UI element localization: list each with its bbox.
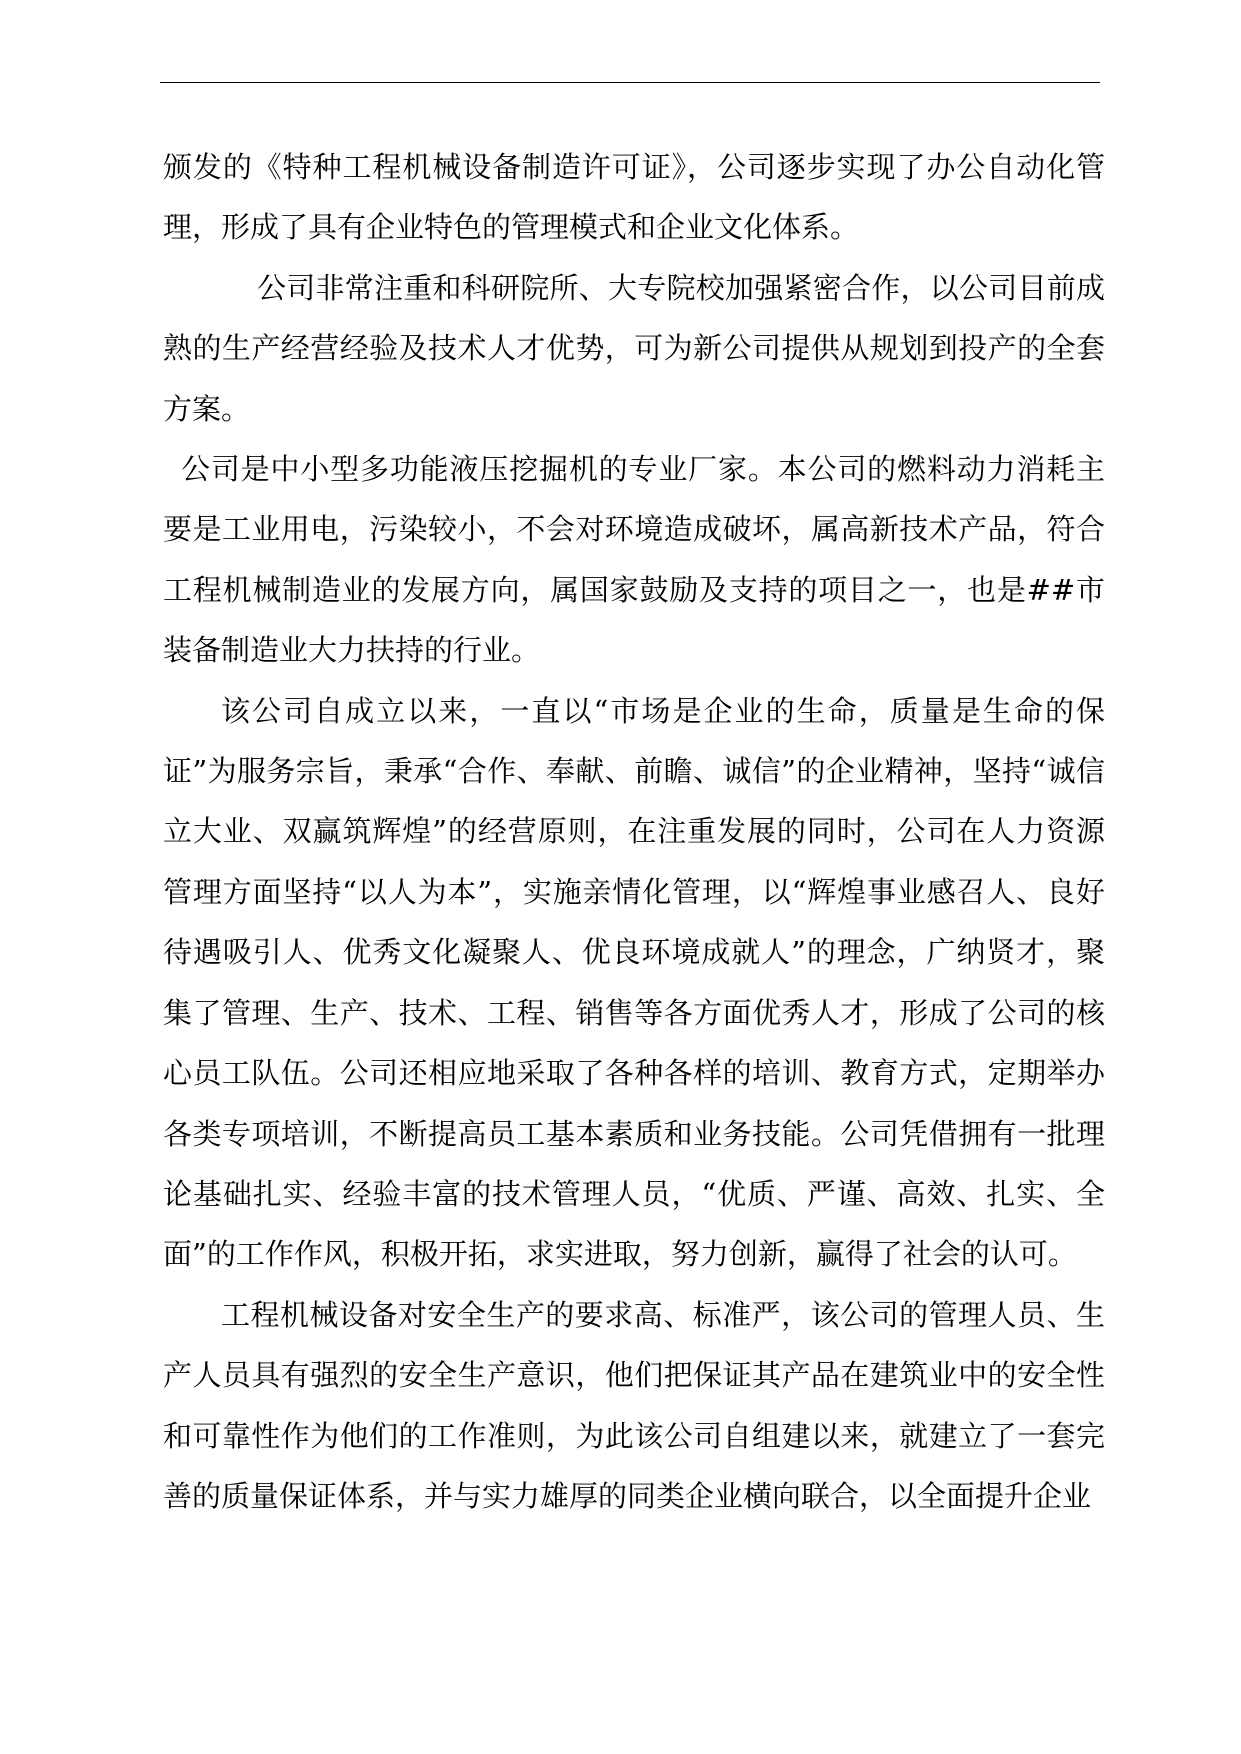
header-rule <box>160 82 1100 83</box>
paragraph-continuation: 颁发的《特种工程机械设备制造许可证》，公司逐步实现了办公自动化管理，形成了具有企业特色的管理模式和企业文化体系。 <box>163 150 1105 245</box>
paragraph-safety: 工程机械设备对安全生产的要求高、标准严，该公司的管理人员、生产人员具有强烈的安全生产意识，他们把保证其产品在建筑业中的安全性和可靠性作为他们的工作准则，为此该公司自组建以来，就建立了一套完善的质量保证体系，并与实力雄厚的同类企业横向联合，以全面提升企业 <box>163 1297 1105 1513</box>
paragraph-products: 公司是中小型多功能液压挖掘机的专业厂家。本公司的燃料动力消耗主要是工业用电，污染较小，不会对环境造成破坏，属高新技术产品，符合工程机械制造业的发展方向，属国家鼓励及支持的项目之一，也是##市装备制造业大力扶持的行业。 <box>163 452 1105 668</box>
paragraph-cooperation: 公司非常注重和科研院所、大专院校加强紧密合作，以公司目前成熟的生产经营经验及技术人才优势，可为新公司提供从规划到投产的全套方案。 <box>163 270 1105 426</box>
body-text <box>163 137 1105 1526</box>
paragraph-company-culture: 该公司自成立以来，一直以“市场是企业的生命，质量是生命的保证”为服务宗旨，秉承“合作、奉献、前瞻、诚信”的企业精神，坚持“诚信立大业、双赢筑辉煌”的经营原则，在注重发展的同时，公司在人力资源管理方面坚持“以人为本”，实施亲情化管理，以“辉煌事业感召人、良好待遇吸引人、优秀文化凝聚人、优良环境成就人”的理念，广纳贤才，聚集了管理、生产、技术、工程、销售等各方面优秀人才，形成了公司的核心员工队伍。公司还相应地采取了各种各样的培训、教育方式，定期举办各类专项培训，不断提高员工基本素质和业务技能。公司凭借拥有一批理论基础扎实、经验丰富的技术管理人员，“优质、严谨、高效、扎实、全面”的工作作风，积极开拓，求实进取，努力创新，赢得了社会的认可。 <box>163 693 1105 1272</box>
